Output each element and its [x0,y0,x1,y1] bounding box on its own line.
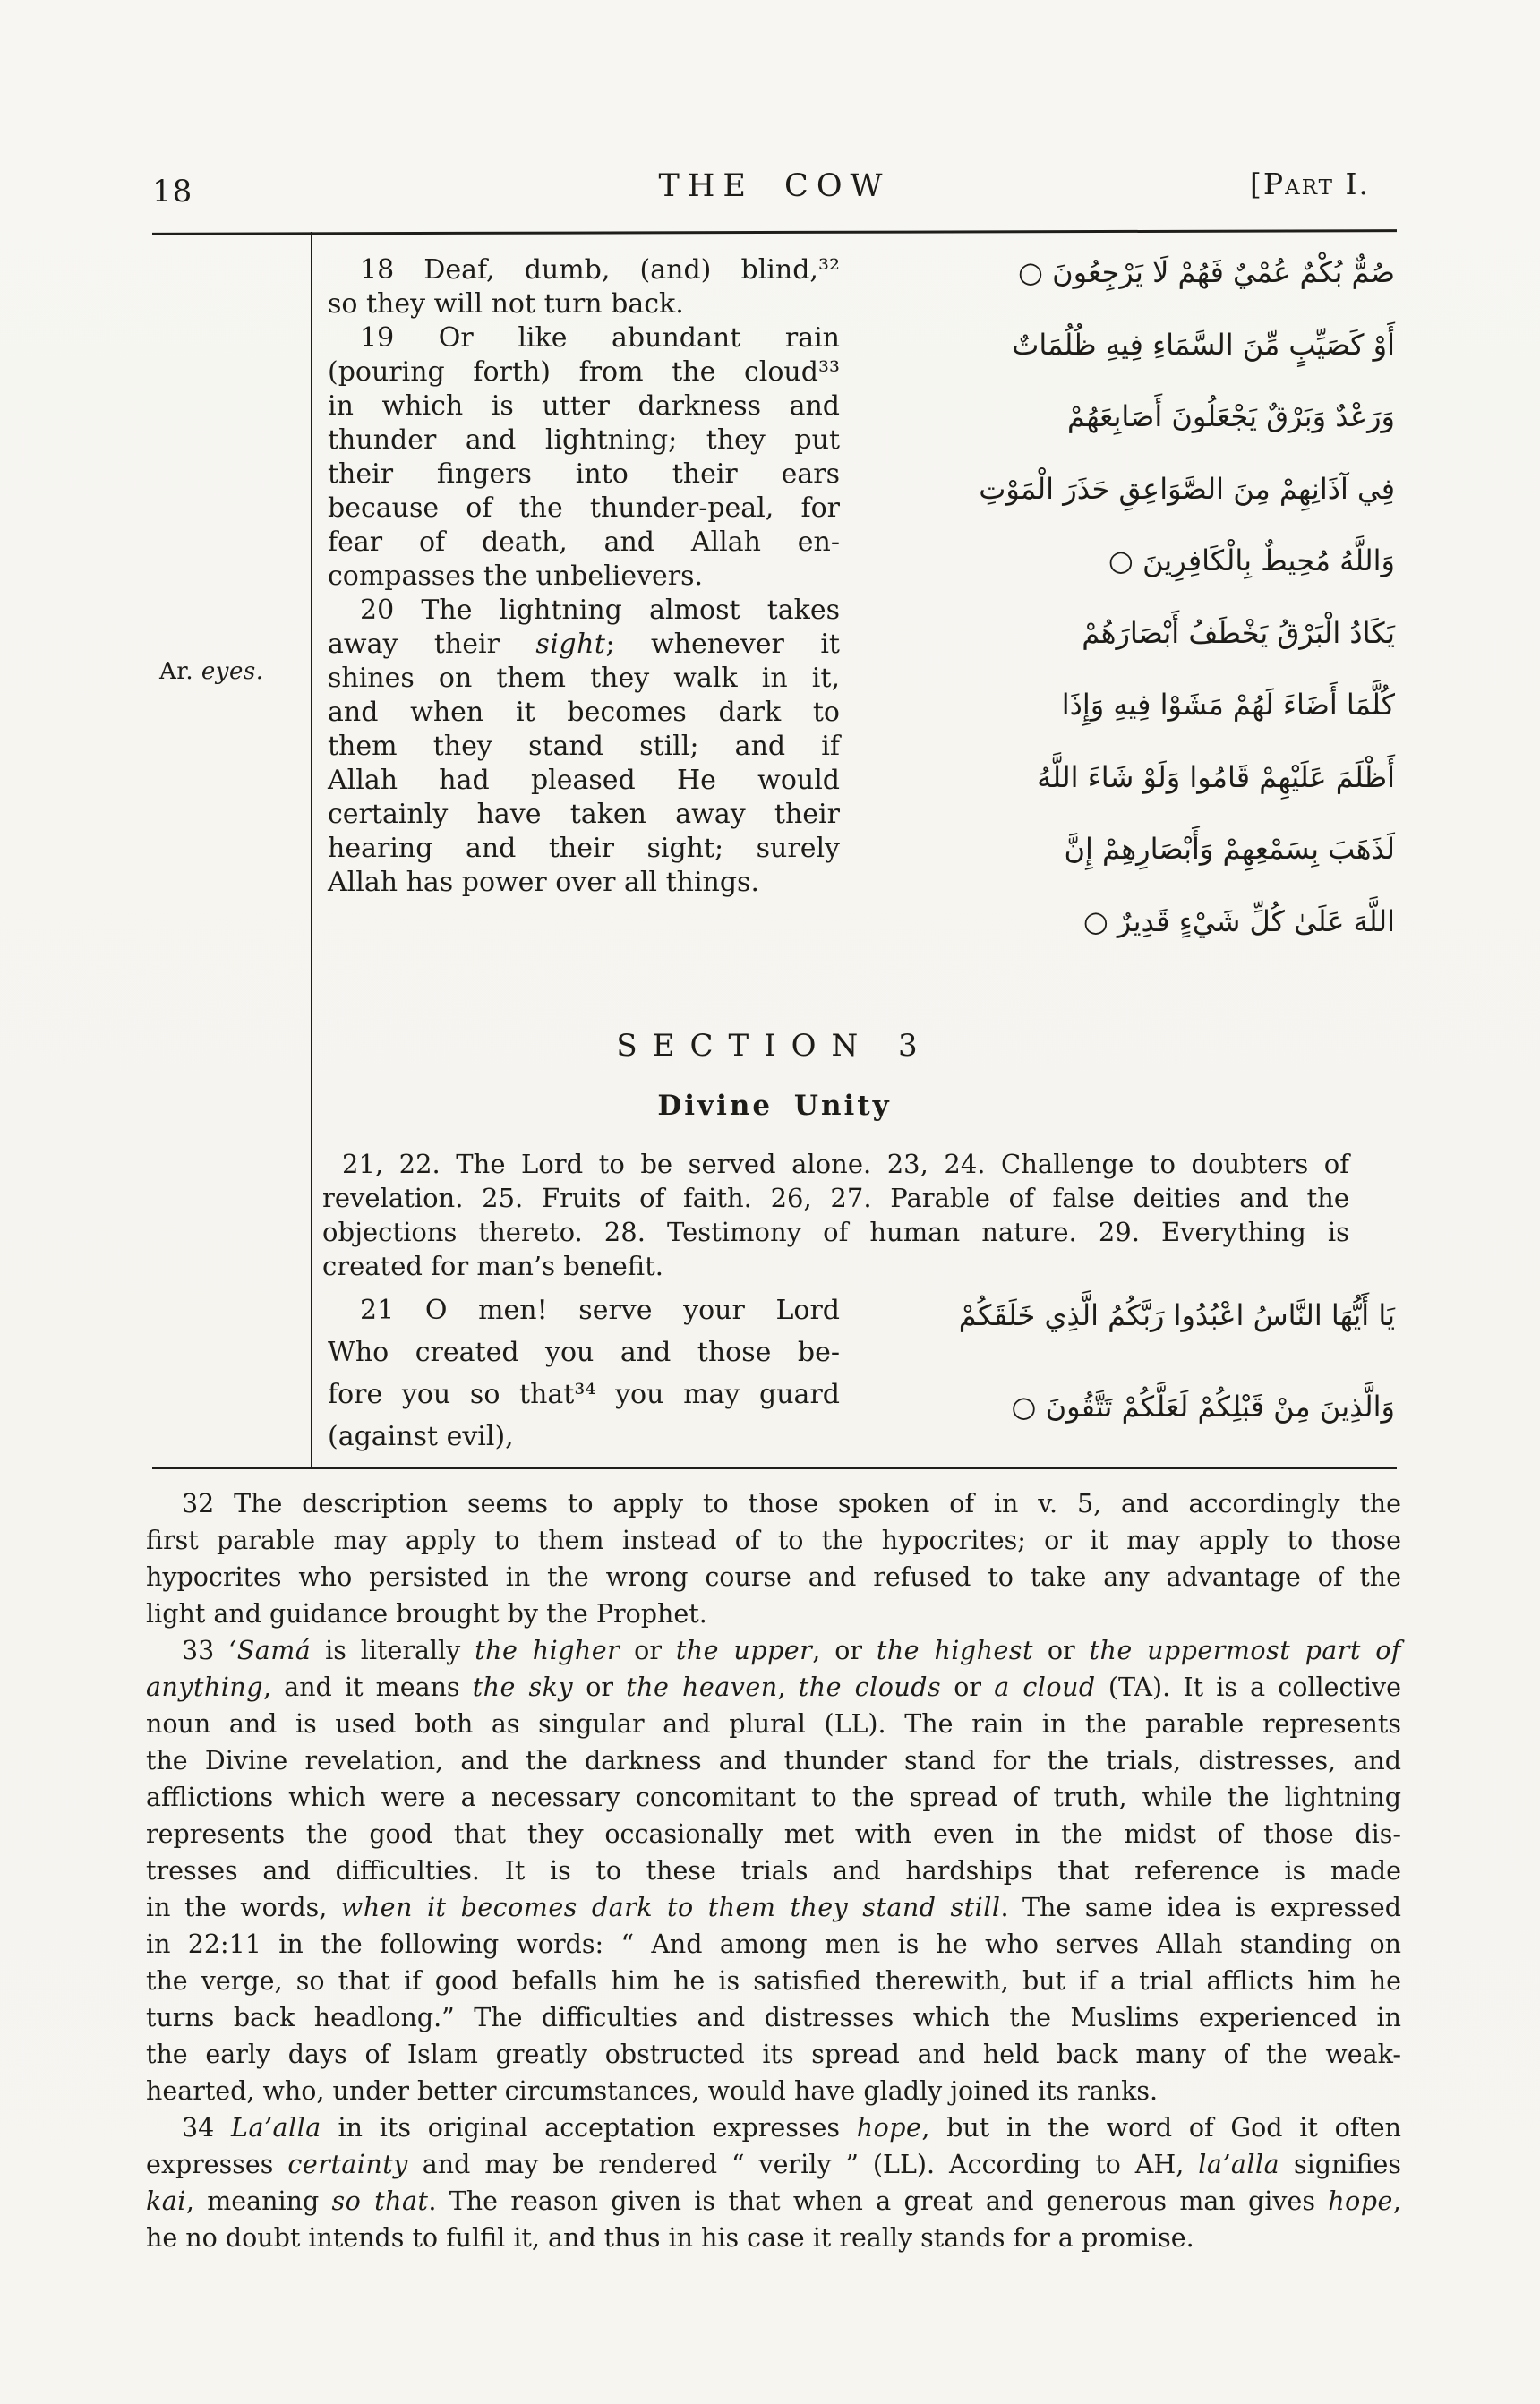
translation-column-verses-18-20 [328,253,840,900]
text-line: tresses and difficulties. It is to these trials and hardships that reference is made [146,1856,1401,1886]
text-line: anything, and it means the sky or the heaven, the clouds or a cloud (TA). It is a collective [146,1673,1401,1702]
text-line: (against evil), [328,1421,514,1452]
translation-verse-21 [328,1289,840,1458]
text-line: وَالَّذِينَ مِنْ قَبْلِكُمْ لَعَلَّكُمْ تَتَّقُونَ ○ [1011,1390,1395,1424]
text-line: 21 O men! serve your Lord [360,1295,840,1326]
text-line: and when it becomes dark to [328,697,840,728]
text-line: اللَّهَ عَلَىٰ كُلِّ شَيْءٍ قَدِيرٌ ○ [1082,903,1395,938]
header-divider [152,229,1397,235]
text-line: 32 The description seems to apply to those spoken of in v. 5, and accordingly the [182,1489,1401,1519]
footnote-33 [146,1632,1401,2109]
text-line: the Divine revelation, and the darkness and thunder stand for the trials, distresses, and [146,1746,1401,1775]
footnote-divider [152,1467,1397,1469]
margin-column-divider [311,232,312,1467]
text-line: so they will not turn back. [328,288,684,320]
text-line: he no doubt intends to fulfil it, and thus in his case it really stands for a promise. [146,2223,1194,2253]
page-number: 18 [152,174,193,210]
section-summary [322,1147,1349,1283]
page-title: THE COW [658,168,891,204]
text-line: Who created you and those be- [328,1337,840,1368]
footnotes-block [146,1485,1401,2256]
text-line: because of the thunder-peal, for [328,492,840,524]
text-line: hypocrites who persisted in the wrong course and refused to take any advantage of the [146,1562,1401,1592]
text-line: كُلَّمَا أَضَاءَ لَهُمْ مَشَوْا فِيهِ وَإِذَا [1061,688,1395,722]
text-line: فِي آذَانِهِمْ مِنَ الصَّوَاعِقِ حَذَرَ الْمَوْتِ [979,471,1395,506]
text-line: compasses the unbelievers. [328,560,704,592]
text-line: represents the good that they occasionally met with even in the midst of those dis- [146,1819,1401,1849]
text-line: noun and is used both as singular and plural (LL). The rain in the parable represents [146,1709,1401,1739]
text-line: their fingers into their ears [328,458,840,490]
text-line: لَذَهَبَ بِسَمْعِهِمْ وَأَبْصَارِهِمْ إِنَّ [1064,832,1395,866]
margin-note [159,658,299,685]
text-line: them they stand still; and if [328,731,840,762]
text-line: first parable may apply to them instead of to the hypocrites; or it may apply to those [146,1526,1401,1555]
text-line: أَوْ كَصَيِّبٍ مِّنَ السَّمَاءِ فِيهِ ظُلُمَاتٌ [1012,327,1395,362]
arabic-verse-21 [865,1270,1395,1452]
text-line: وَاللَّهُ مُحِيطٌ بِالْكَافِرِينَ ○ [1108,543,1395,577]
text-line: hearing and their sight; surely [328,833,840,864]
text-line: turns back headlong.” The difficulties and distresses which the Muslims experienced in [146,2003,1401,2032]
footnote-34 [146,2109,1401,2256]
text-line: objections thereto. 28. Testimony of human nature. 29. Everything is [322,1217,1349,1247]
text-line: Allah has power over all things. [328,867,759,898]
page-header [152,167,1397,217]
arabic-column-verses-18-20 [865,236,1395,957]
text-line: fear of death, and Allah en- [328,526,840,558]
text-line: 20 The lightning almost takes [360,595,840,626]
text-line: expresses certainty and may be rendered “ verily ” (LL). According to AH, la’alla signifies [146,2150,1402,2179]
margin-note-term: eyes. [201,658,264,685]
text-line: وَرَعْدٌ وَبَرْقٌ يَجْعَلُونَ أَصَابِعَهُمْ [1067,399,1395,433]
text-line: 19 Or like abundant rain [360,322,840,354]
text-line: 34 La’alla in its original acceptation expresses hope, but in the word of God it often [182,2113,1401,2143]
text-line: (pouring forth) from the cloud³³ [328,356,840,388]
text-line: thunder and lightning; they put [328,424,840,456]
text-line: in which is utter darkness and [328,390,840,422]
text-line: أَظْلَمَ عَلَيْهِمْ قَامُوا وَلَوْ شَاءَ اللَّهُ [1037,759,1395,794]
text-line: light and guidance brought by the Prophet. [146,1599,707,1629]
text-line: fore you so that³⁴ you may guard [328,1379,840,1410]
part-label: [Part I. [1250,167,1370,201]
text-line: 33 ‘Samá is literally the higher or the upper, or the highest or the uppermost part of [182,1636,1401,1665]
footnote-32 [146,1485,1401,1632]
text-line: صُمٌّ بُكْمٌ عُمْيٌ فَهُمْ لَا يَرْجِعُونَ ○ [1018,255,1395,289]
text-line: away their sight; whenever it [328,629,840,660]
text-line: certainly have taken away their [328,799,840,830]
text-line: the early days of Islam greatly obstructed its spread and held back many of the weak- [146,2040,1401,2069]
text-line: revelation. 25. Fruits of faith. 26, 27. Parable of false deities and the [322,1183,1349,1213]
text-line: يَا أَيُّهَا النَّاسُ اعْبُدُوا رَبَّكُمُ الَّذِي خَلَقَكُمْ [958,1298,1395,1332]
text-line: the verge, so that if good befalls him he is satisfied therewith, but if a trial afflicts him he [146,1966,1401,1996]
text-line: hearted, who, under better circumstances, would have gladly joined its ranks. [146,2076,1159,2106]
text-line: in the words, when it becomes dark to them they stand still. The same idea is expressed [146,1893,1401,1922]
text-line: created for man’s benefit. [322,1251,663,1281]
text-line: kai, meaning so that. The reason given is that when a great and generous man gives hope, [146,2186,1401,2216]
text-line: 18 Deaf, dumb, (and) blind,³² [360,254,840,286]
text-line: يَكَادُ الْبَرْقُ يَخْطَفُ أَبْصَارَهُمْ [1082,615,1395,650]
section-heading: SECTION 3 [616,1028,933,1064]
section-subheading: Divine Unity [657,1090,892,1122]
text-line: shines on them they walk in it, [328,663,840,694]
text-line: in 22:11 in the following words: “ And among men is he who serves Allah standing on [146,1929,1401,1959]
text-line: afflictions which were a necessary concomitant to the spread of truth, while the lightning [146,1783,1401,1812]
text-line: Allah had pleased He would [328,765,840,796]
margin-note-prefix: Ar. [159,658,194,685]
text-line: 21, 22. The Lord to be served alone. 23, 24. Challenge to doubters of [342,1149,1349,1179]
